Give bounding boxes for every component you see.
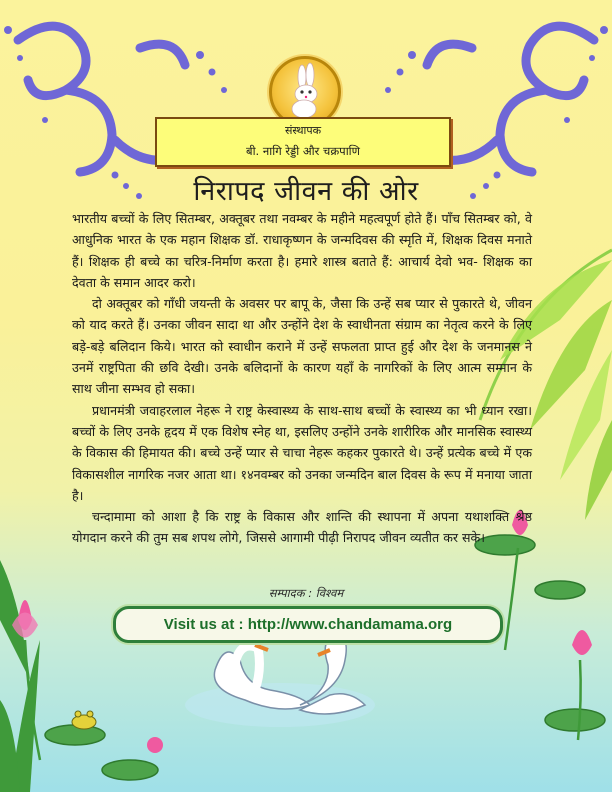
visit-banner xyxy=(113,606,503,643)
editorial-body xyxy=(72,208,532,549)
paragraph: भारतीय बच्चों के लिए सितम्बर, अक्तूबर तथा नवम्बर के महीने महत्वपूर्ण होते हैं। पाँच सितम्बर को, वे आधुनिक भारत के एक महान शिक्षक डॉ. राधाकृष्णन के जन्मदिवस की स्मृति में, शिक्षक दिवस मनाते हैं। शिक्षक ही बच्चे का चरित्र-निर्माण करता है। हमारे शास्त्र बताते हैं: आचार्य देवो भव- शिक्षक का देवता के समान आदर करो। xyxy=(72,211,532,290)
swan-pair-icon xyxy=(185,635,375,727)
paragraph: प्रधानमंत्री जवाहरलाल नेहरू ने राष्ट्र केस्वास्थ्य के साथ-साथ बच्चों के स्वास्थ्य का भी ध्यान रखा। बच्चों के लिए उनके हृदय में एक विशेष स्नेह था, इसलिए उन्होंने उनके शारीरिक और मानसिक स्वास्थ्य के विकास की हिमायत की। बच्चे उन्हें प्यार से चाचा नेहरू कहकर पुकारते थे। उन्हें प्रत्येक बच्चे में एक विकासशील नागरिक नजर आता था। १४नवम्बर को उनका जन्मदिन बाल दिवस के रूप में मनाया जाता है। xyxy=(72,402,532,503)
editor-credit: सम्पादक : विश्वम xyxy=(268,586,344,600)
paragraph: चन्दामामा को आशा है कि राष्ट्र के विकास और शान्ति की स्थापना में अपना यथाशक्ति श्रेष्ठ योगदान करने की तुम सब शपथ लोगे, जिससे आगामी पीढ़ी निरापद जीवन व्यतीत कर सके। xyxy=(72,509,532,546)
rabbit-icon xyxy=(272,59,338,125)
founder-box xyxy=(155,117,451,167)
founder-names: बी. नागि रेड्डी और चक्रपाणि xyxy=(246,144,360,158)
lily-pad-icon xyxy=(45,535,605,780)
page-title: निरापद जीवन की ओर xyxy=(193,176,419,207)
frog-icon xyxy=(72,711,96,729)
founder-title: संस्थापक xyxy=(284,124,322,137)
paragraph: दो अक्तूबर को गाँधी जयन्ती के अवसर पर बापू के, जैसा कि उन्हें सब प्यार से पुकारते थे, जीवन को याद करते हैं। उनका जीवन सादा था और उन्होंने देश के स्वाधीनता संग्राम का नेतृत्व करने के लिए बड़े-बड़े बलिदान किये। भारत को स्वाधीन कराने में उन्हें सफलता प्राप्त हुई और देश के जनमानस ने उनमें राष्ट्रपिता की छवि देखी। उनके बलिदानों के कारण यहाँ के नागरिकों के लिए आत्म सम्मान के साथ जीना सम्भव हो सका। xyxy=(72,296,532,397)
website-link[interactable]: Visit us at : http://www.chandamama.org xyxy=(163,616,453,633)
